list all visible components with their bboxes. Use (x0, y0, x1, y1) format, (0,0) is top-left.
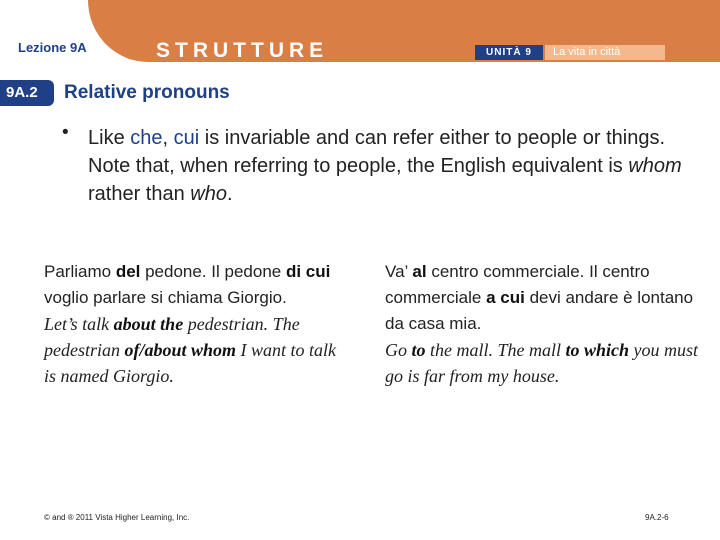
example-left-english: Let’s talk about the pedestrian. The pedestrian of/about whom I want to talk is named Giorgio. (44, 314, 337, 386)
section-title: Relative pronouns (64, 82, 230, 103)
example-right-italian: Va’ al centro commerciale. Il centro commerciale a cui devi andare è lontano da casa mia. (385, 262, 694, 333)
strutture-heading: STRUTTURE (156, 39, 329, 62)
section-number: 9A.2 (0, 80, 54, 106)
word-who: who (190, 183, 227, 205)
example-left (44, 259, 344, 389)
example-right-english: Go to the mall. The mall to which you must go is far from my house. (385, 340, 699, 386)
lesson-label: Lezione 9A (18, 40, 87, 55)
unit-badge: UNITÀ 9 (475, 45, 543, 60)
unit-title-badge: La vita in città (545, 45, 665, 60)
example-right (385, 259, 705, 389)
bullet-marker: • (62, 122, 69, 143)
bullet-text: Like che, cui is invariable and can refer either to people or things. Note that, when referring to people, the English equivalent is whom rather than who. (88, 127, 682, 205)
example-left-italian: Parliamo del pedone. Il pedone di cui voglio parlare si chiama Giorgio. (44, 262, 331, 307)
copyright-notice: © and ® 2011 Vista Higher Learning, Inc. (44, 513, 190, 522)
page-number: 9A.2-6 (645, 513, 669, 522)
word-cui: cui (173, 127, 200, 149)
word-che: che (130, 127, 163, 149)
word-whom: whom (628, 155, 682, 177)
header-divider (0, 62, 720, 67)
